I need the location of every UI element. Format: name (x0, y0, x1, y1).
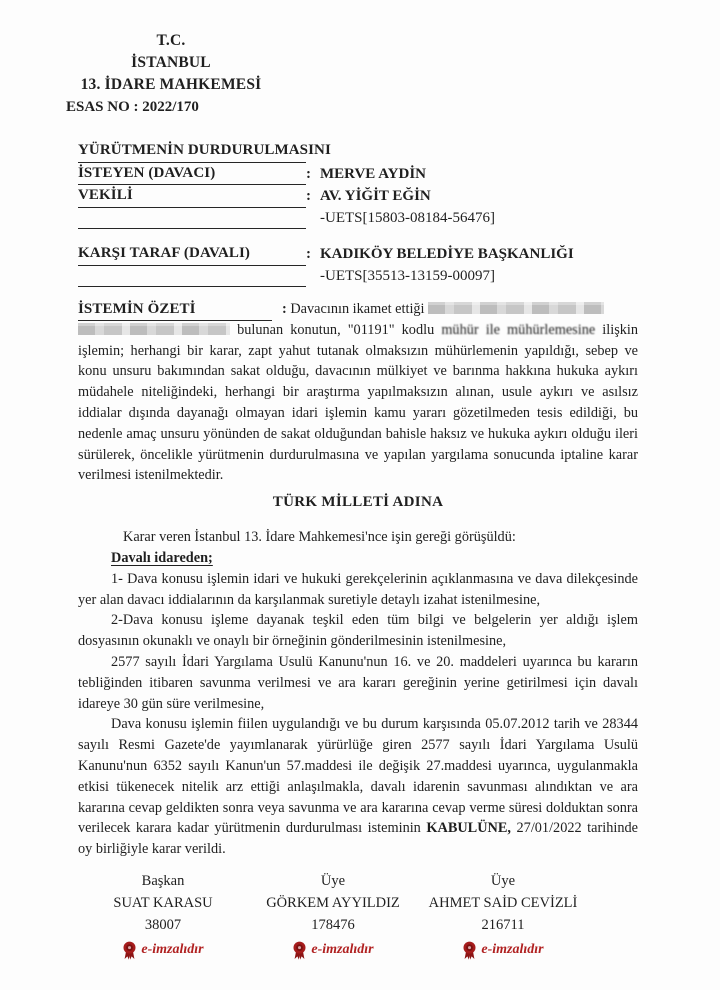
from-defendant-heading: Davalı idareden; (111, 549, 213, 566)
ruling-text-post: 27/01/2022 tarihinde oy birliğiyle karar verildi. (78, 820, 638, 858)
party-label: İSTEYEN (DAVACI) (78, 163, 306, 186)
party-row (78, 185, 638, 208)
case-number: ESAS NO : 2022/170 (66, 99, 199, 115)
request-summary-paragraph (78, 299, 638, 486)
e-signature-label: e-imzalıdır (481, 942, 544, 958)
party-block (78, 140, 638, 287)
e-signature-stamp (248, 941, 418, 960)
party-row (78, 243, 638, 266)
party-uets-address: -UETS[15803-08184-56476] (320, 209, 495, 226)
party-value: MERVE AYDİN (320, 165, 427, 182)
summary-blurred-words: mühür ile mühürlemesine (441, 321, 596, 338)
e-signature-stamp (78, 941, 248, 960)
e-signature-label: e-imzalıdır (141, 942, 204, 958)
party-colon: : (306, 188, 311, 204)
seal-ribbon-icon (122, 941, 137, 960)
signer-title: Başkan (141, 872, 185, 889)
signer-column (418, 870, 588, 960)
party-uets-address: -UETS[35513-13159-00097] (320, 267, 495, 284)
request-summary-section (78, 299, 638, 486)
header-tc: T.C. (156, 32, 186, 49)
header-city: İSTANBUL (131, 54, 211, 71)
signer-name: SUAT KARASU (113, 894, 213, 911)
party-label (78, 286, 306, 287)
party-label: VEKİLİ (78, 185, 306, 208)
party-value: KADIKÖY BELEDİYE BAŞKANLIĞI (320, 246, 574, 262)
signer-registry-number: 38007 (144, 916, 182, 933)
signer-registry-number: 216711 (481, 916, 525, 933)
redacted-text-block (78, 323, 230, 335)
summary-colon: : (282, 301, 287, 317)
party-spacer (78, 229, 638, 243)
header-court-name: 13. İDARE MAHKEMESİ (80, 76, 262, 93)
party-colon: : (306, 165, 311, 182)
signer-title: Üye (320, 872, 346, 889)
deliberation-line: Karar veren İstanbul 13. İdare Mahkemesi'nce işin gereği görüşüldü: (123, 529, 516, 546)
summary-intro: Davacının ikamet ettiği (290, 301, 425, 317)
signer-registry-number: 178476 (311, 916, 355, 933)
party-colon: : (306, 246, 311, 262)
party-label: YÜRÜTMENİN DURDURULMASINI (78, 140, 306, 163)
ruling-text-pre: Dava konusu işlemin fiilen uygulandığı ve bu durum karşısında 05.07.2012 tarih ve 28344 sayılı Resmi Gazete'de yayımlanarak yürürlüğe giren 2577 sayılı İdari Yargılama Usulü Kanunu'nun 6352 sayılı Kanun'un 57.maddesi ile değişik 27.maddesi uyarınca, uygulanmakla etkisi tükenecek nitelik arz ettiği anlaşılmakla, davalı idarenin savunması alındıktan ve ara kararına cevap geldikten sonra veya savunma ve ara kararına cevap verme süresi dolduktan sonra verilecek karara kadar yürütmenin durdurulması isteminin (78, 716, 638, 837)
party-row (78, 266, 638, 288)
party-row (78, 140, 638, 163)
signer-name: GÖRKEM AYYILDIZ (266, 894, 400, 911)
final-ruling-paragraph (78, 714, 638, 860)
party-row (78, 208, 638, 230)
decision-item-2: 2-Dava konusu işleme dayanak teşkil eden tüm bilgi ve belgelerin yer aldığı işlem dosyasının okunaklı ve onaylı bir örneğinin gönderilmesinin istenilmesine, (78, 612, 638, 650)
redacted-text-block (428, 302, 604, 314)
in-the-name-of-nation-heading: TÜRK MİLLETİ ADINA (272, 494, 444, 511)
seal-ribbon-icon (462, 941, 477, 960)
ruling-acceptance-word: KABULÜNE, (426, 820, 511, 837)
party-label (78, 228, 306, 229)
seal-ribbon-icon (292, 941, 307, 960)
signer-column (78, 870, 248, 960)
party-label: KARŞI TARAF (DAVALI) (78, 243, 306, 266)
decision-item-1: 1- Dava konusu işlemin idari ve hukuki gerekçelerinin açıklanmasına ve dava dilekçesinde yer alan davacı iddialarının da karşılanmak suretiyle detaylı izahat istenilmesine, (78, 570, 638, 608)
document-content (66, 0, 639, 960)
party-value: AV. YİĞİT EĞİN (320, 188, 431, 204)
signer-name: AHMET SAİD CEVİZLİ (428, 894, 578, 911)
court-header (61, 30, 281, 96)
e-signature-stamp (418, 941, 588, 960)
signer-title: Üye (490, 872, 516, 889)
e-signature-label: e-imzalıdır (311, 942, 374, 958)
summary-after-redaction: bulunan konutun, "01191" kodlu (237, 321, 435, 338)
summary-body: ilişkin işlemin; herhangi bir karar, zapt yahut tutanak olmaksızın mühürlemenin yapıldığı, sebep ve konu unsuru bakımından sakat olduğu, davacının mülkiyet ve barınma hakkına hukuka aykırı müdahele niteliğindeki, herhangi bir araştırma yapılmaksızın alınan, usule aykırı ve asılsız iddialar dışında dayanağı olmayan idari işlemin kamu yararı gözetilmeden tesis edildiği, bu nedenle amaç unsuru yönünden de sakat olduğundan bahisle haksız ve hukuka aykırı olduğu ileri sürülerek, öncelikle yürütmenin durdurulmasına ve yapılan yargılama sonucunda iptaline karar verilmesi istenilmektedir. (78, 321, 639, 484)
request-summary-label: İSTEMİN ÖZETİ (78, 299, 272, 321)
decision-item-3: 2577 sayılı İdari Yargılama Usulü Kanunu'nun 16. ve 20. maddeleri uyarınca bu kararın tebliğinden itibaren savunma verilmesi ve ara kararı gereğinin yerine getirilmesi için davalı idareye 30 gün süre verilmesine, (78, 653, 638, 712)
signature-block (78, 870, 590, 960)
party-row (78, 163, 638, 186)
signer-column (248, 870, 418, 960)
